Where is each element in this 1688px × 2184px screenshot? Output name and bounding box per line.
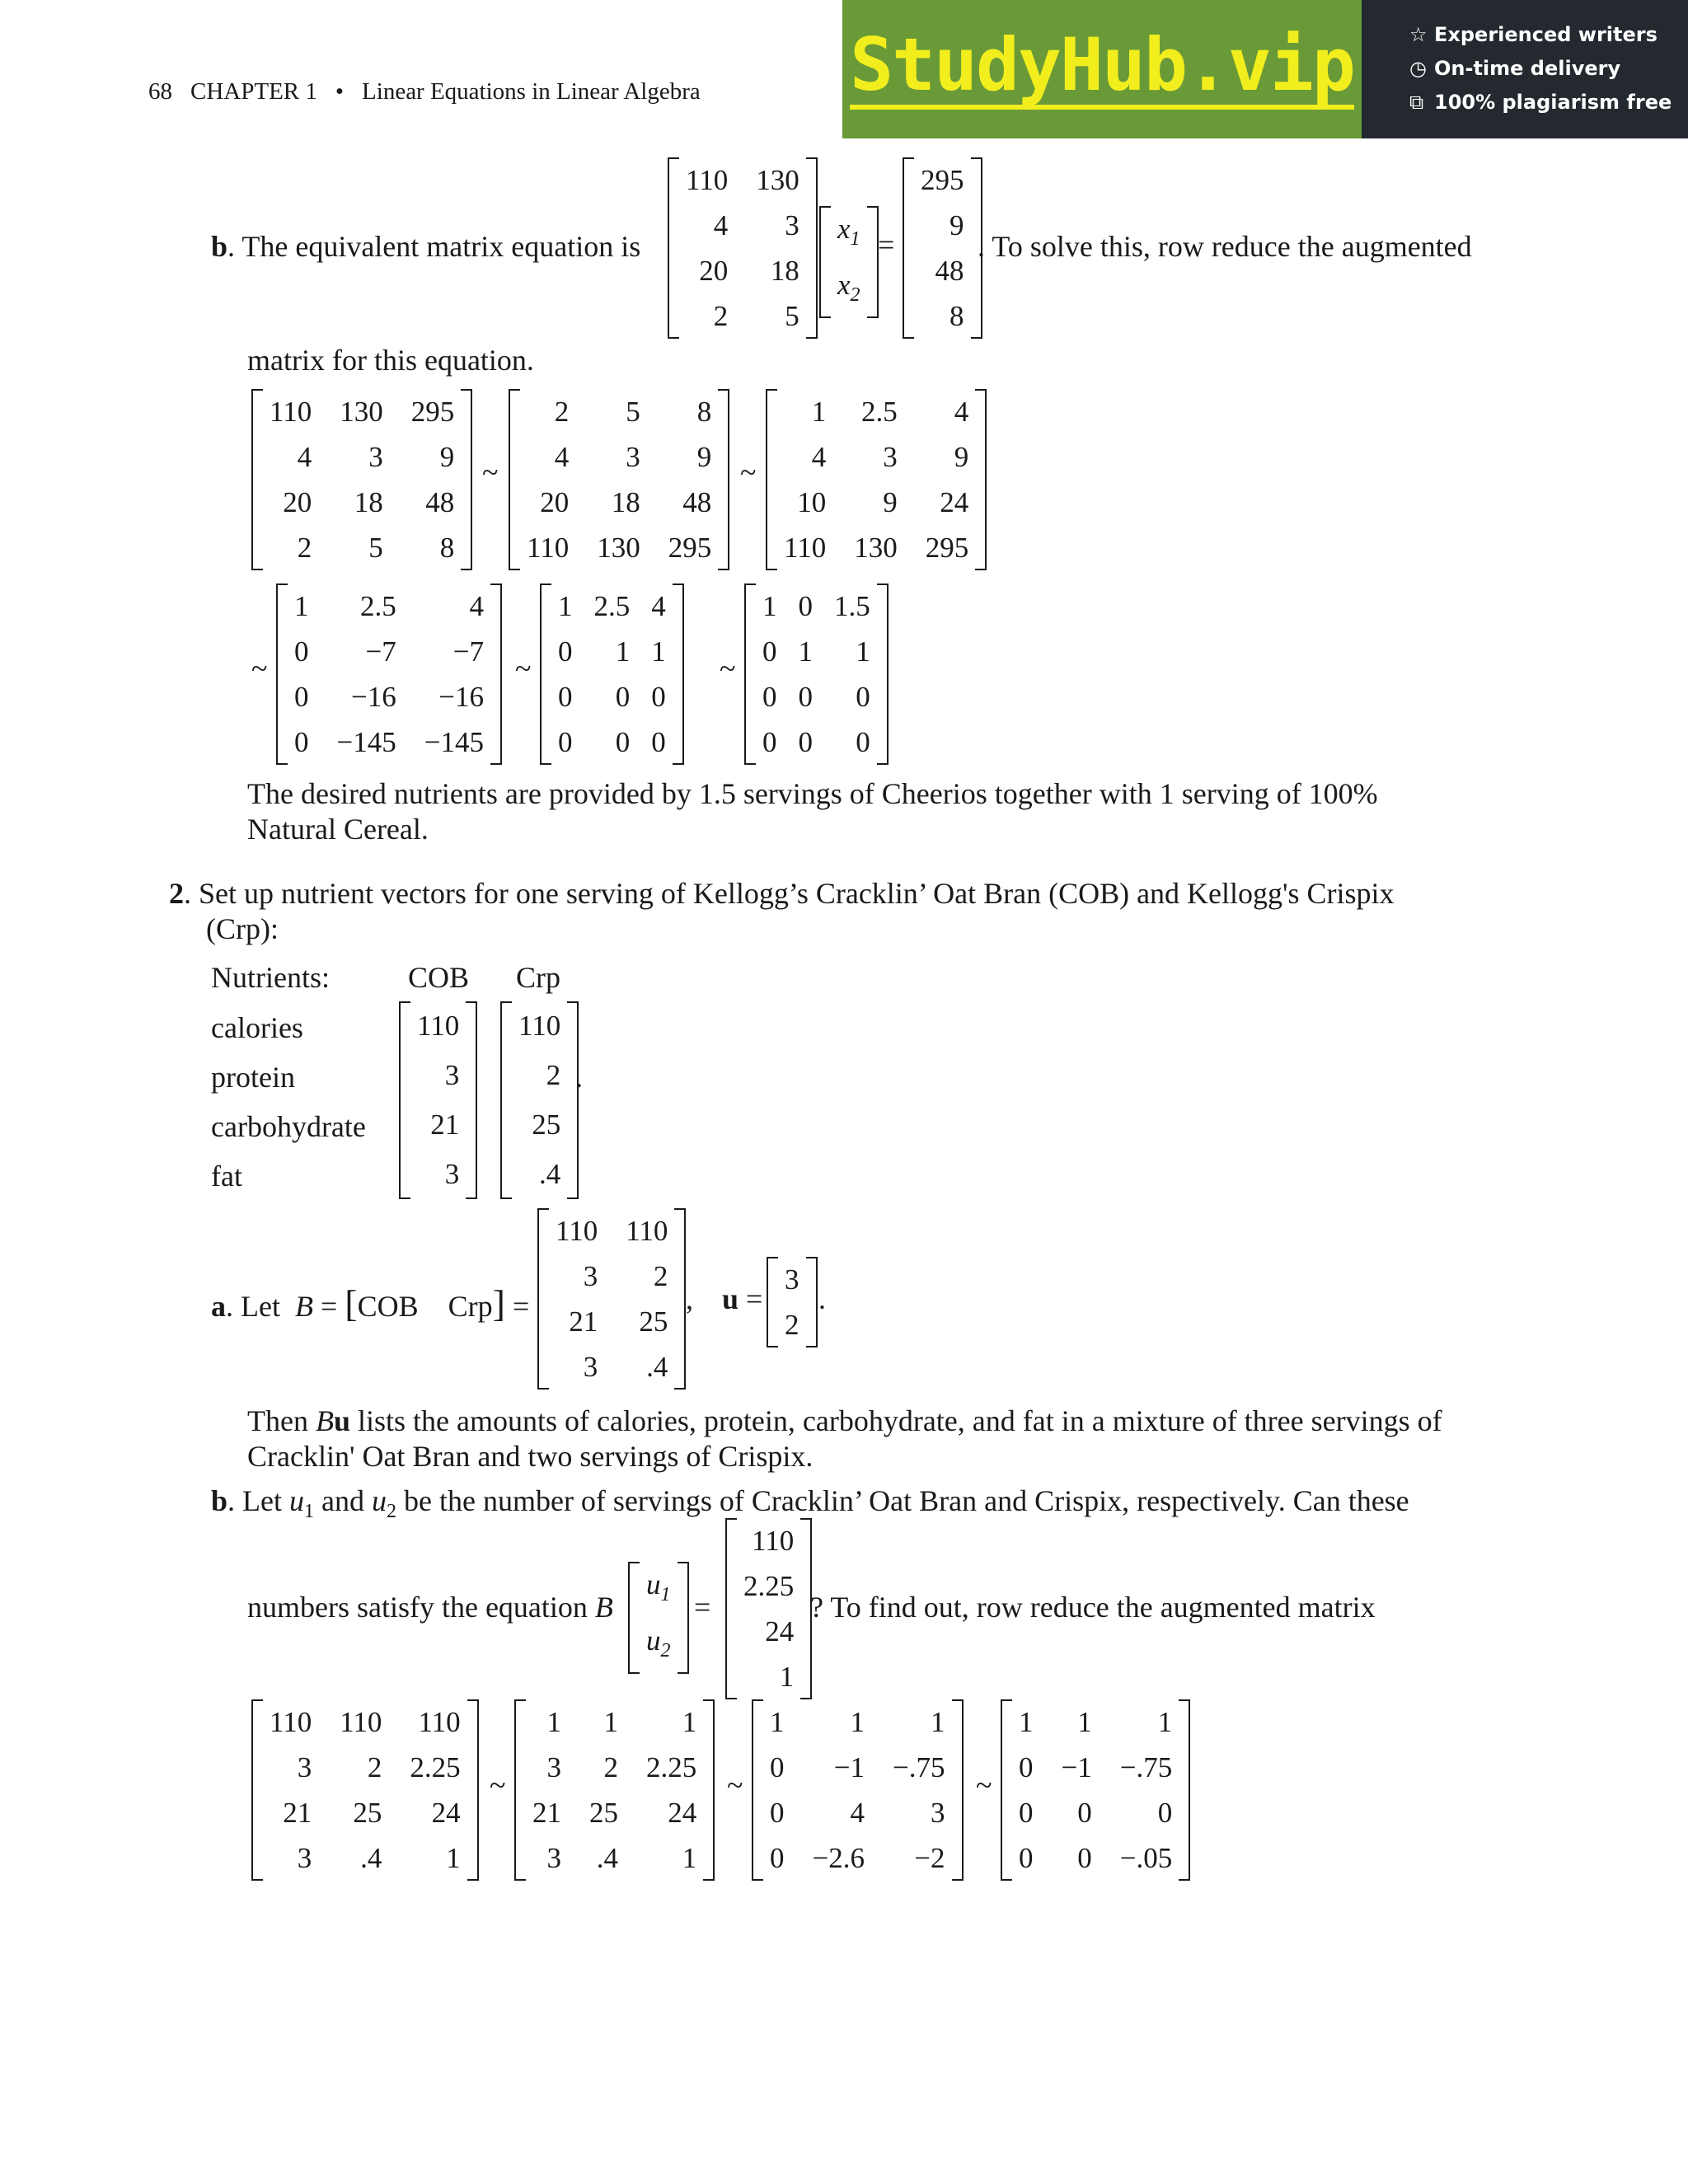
matrix-entry: 0 bbox=[615, 726, 631, 758]
matrix-row bbox=[779, 525, 973, 570]
matrix-entry: 5 bbox=[368, 532, 383, 564]
matrix-entry: 3 bbox=[883, 441, 898, 473]
matrix-entry: 1 bbox=[811, 396, 827, 428]
u-equals: u = bbox=[722, 1282, 763, 1315]
matrix-entry: 4 bbox=[651, 590, 666, 622]
matrix-entry: 21 bbox=[532, 1797, 561, 1829]
matrix-row bbox=[522, 434, 716, 480]
matrix-entry: 2 bbox=[554, 396, 570, 428]
matrix-2b-2 bbox=[514, 1699, 715, 1881]
matrix-entry: 110 bbox=[270, 396, 312, 428]
part-2a-then-line-2: Cracklin' Oat Bran and two servings of Crispix. bbox=[247, 1440, 814, 1473]
matrix-entry: 130 bbox=[854, 532, 898, 564]
matrix-entry: 0 bbox=[798, 681, 813, 713]
vector-entry: .4 bbox=[538, 1158, 561, 1190]
matrix-entry: 20 bbox=[283, 486, 312, 518]
matrix-entry: 48 bbox=[425, 486, 455, 518]
vector-entry: 3 bbox=[444, 1059, 460, 1091]
matrix-entry: 130 bbox=[340, 396, 383, 428]
vector-u1-u2: $u_1$ $u_2$ bbox=[628, 1562, 689, 1674]
nutrients-header: Nutrients: bbox=[211, 961, 330, 994]
matrix-entry: 1 bbox=[770, 1706, 785, 1738]
part-1b-intro: b. The equivalent matrix equation is bbox=[211, 230, 641, 263]
matrix-entry: 1 bbox=[446, 1842, 461, 1874]
matrix-entry: 1 bbox=[682, 1842, 697, 1874]
matrix-entry: 1 bbox=[856, 635, 870, 668]
matrix-entry: 2.5 bbox=[860, 396, 898, 428]
vector-crp bbox=[500, 1001, 579, 1199]
matrix-row bbox=[265, 525, 459, 570]
vector-entry: 21 bbox=[430, 1108, 460, 1141]
matrix-entry: −1 bbox=[1061, 1751, 1092, 1783]
problem-2-text-line-2: (Crp): bbox=[206, 912, 279, 945]
matrix-entry: 1 bbox=[931, 1706, 945, 1738]
matrix-row bbox=[265, 1835, 466, 1881]
matrix-entry: 18 bbox=[354, 486, 383, 518]
tilde: ~ bbox=[482, 456, 499, 489]
matrix-entry: 0 bbox=[1077, 1842, 1092, 1874]
equals-sign: = bbox=[878, 228, 895, 261]
matrix-entry: −7 bbox=[365, 635, 396, 668]
matrix-2b-1 bbox=[251, 1699, 479, 1881]
matrix-entry: 110 bbox=[686, 164, 729, 196]
matrix-row bbox=[553, 583, 671, 629]
matrix-row bbox=[757, 719, 875, 765]
part-1b-after: . To solve this, row reduce the augmented bbox=[978, 230, 1472, 263]
matrix-row bbox=[757, 629, 875, 674]
matrix-row bbox=[1014, 1835, 1177, 1881]
nutrient-calories: calories bbox=[211, 1011, 303, 1044]
tilde: ~ bbox=[976, 1769, 992, 1802]
matrix-entry: 8 bbox=[696, 396, 712, 428]
vector-entry: 3 bbox=[785, 1263, 799, 1296]
matrix-entry: 18 bbox=[770, 255, 799, 287]
matrix-entry: 0 bbox=[1157, 1797, 1173, 1829]
studyhub-logo: StudyHub.vip bbox=[850, 29, 1354, 110]
matrix-row bbox=[765, 1699, 950, 1745]
matrix-entry: 1 bbox=[798, 635, 813, 668]
matrix-entry: 25 bbox=[639, 1305, 668, 1338]
matrix-entry: 3 bbox=[583, 1351, 598, 1383]
matrix-r1-2 bbox=[509, 389, 729, 570]
vector-entry: 2 bbox=[546, 1059, 561, 1091]
matrix-entry: 0 bbox=[856, 726, 870, 758]
matrix-B-symbol: B bbox=[294, 1290, 313, 1323]
matrix-row bbox=[289, 583, 489, 629]
matrix-entry: 3 bbox=[368, 441, 383, 473]
conclusion-line-1: The desired nutrients are provided by 1.5 servings of Cheerios together with 1 serving of 100% bbox=[247, 777, 1378, 810]
vector-entry: 8 bbox=[950, 300, 964, 332]
vector-entry: 9 bbox=[950, 209, 964, 241]
matrix-row bbox=[681, 157, 804, 203]
matrix-entry: 0 bbox=[770, 1842, 785, 1874]
matrix-entry: −2 bbox=[914, 1842, 945, 1874]
matrix-entry: 3 bbox=[546, 1751, 561, 1783]
vector-entry: 3 bbox=[444, 1158, 460, 1190]
matrix-entry: −145 bbox=[336, 726, 396, 758]
matrix-row bbox=[528, 1835, 701, 1881]
matrix-entry: 130 bbox=[597, 532, 640, 564]
tilde: ~ bbox=[515, 652, 532, 685]
vector-entry: 24 bbox=[765, 1615, 795, 1647]
matrix-row bbox=[528, 1699, 701, 1745]
matrix-r2-2 bbox=[540, 583, 684, 765]
matrix-coefficients-1b bbox=[668, 157, 818, 339]
matrix-entry: 0 bbox=[294, 726, 309, 758]
nutrient-protein: protein bbox=[211, 1061, 295, 1094]
matrix-entry: 9 bbox=[954, 441, 969, 473]
nutrient-fat: fat bbox=[211, 1160, 242, 1193]
chapter-label: CHAPTER 1 bbox=[190, 78, 317, 105]
matrix-entry: −2.6 bbox=[812, 1842, 865, 1874]
matrix-entry: 9 bbox=[883, 486, 898, 518]
crp-header: Crp bbox=[516, 961, 560, 994]
matrix-row bbox=[265, 434, 459, 480]
matrix-entry: 1 bbox=[546, 1706, 561, 1738]
matrix-entry: −.05 bbox=[1119, 1842, 1173, 1874]
matrix-entry: 4 bbox=[554, 441, 570, 473]
matrix-entry: 0 bbox=[770, 1797, 785, 1829]
matrix-row bbox=[265, 389, 459, 434]
tilde: ~ bbox=[251, 652, 268, 685]
header-bullet: • bbox=[335, 78, 345, 105]
matrix-entry: 0 bbox=[798, 590, 813, 622]
matrix-entry: −1 bbox=[833, 1751, 865, 1783]
matrix-entry: 110 bbox=[418, 1706, 461, 1738]
vector-u bbox=[767, 1257, 818, 1347]
matrix-row bbox=[551, 1344, 673, 1390]
matrix-entry: 4 bbox=[713, 209, 729, 241]
matrix-entry: 24 bbox=[940, 486, 969, 518]
vector-rhs-1b bbox=[903, 157, 982, 339]
matrix-row bbox=[765, 1790, 950, 1835]
part-2a-let: a. Let B = [COB Crp] = bbox=[211, 1282, 530, 1324]
matrix-entry: 18 bbox=[611, 486, 640, 518]
matrix-entry: 0 bbox=[615, 681, 631, 713]
part-2b-line-2: numbers satisfy the equation B bbox=[247, 1591, 613, 1624]
equals-sign: = bbox=[694, 1591, 711, 1624]
problem-number: 2 bbox=[169, 877, 184, 910]
matrix-row bbox=[289, 629, 489, 674]
matrix-entry: 25 bbox=[353, 1797, 382, 1829]
matrix-row bbox=[522, 525, 716, 570]
matrix-entry: 4 bbox=[850, 1797, 865, 1829]
matrix-row bbox=[289, 719, 489, 765]
matrix-entry: 0 bbox=[1019, 1842, 1034, 1874]
cob-header: COB bbox=[408, 961, 470, 994]
matrix-entry: 21 bbox=[283, 1797, 312, 1829]
matrix-entry: 9 bbox=[439, 441, 455, 473]
matrix-row bbox=[265, 1699, 466, 1745]
matrix-row bbox=[551, 1254, 673, 1299]
matrix-entry: 110 bbox=[626, 1215, 668, 1247]
matrix-entry: 295 bbox=[410, 396, 455, 428]
matrix-entry: 1 bbox=[603, 1706, 618, 1738]
matrix-entry: 2 bbox=[653, 1260, 668, 1292]
matrix-row bbox=[1014, 1745, 1177, 1790]
matrix-entry: 4 bbox=[811, 441, 827, 473]
matrix-entry: 3 bbox=[626, 441, 640, 473]
matrix-entry: 3 bbox=[785, 209, 799, 241]
clock-icon: ◷ bbox=[1409, 57, 1427, 80]
matrix-row bbox=[1014, 1699, 1177, 1745]
studyhub-banner-features[interactable] bbox=[1362, 0, 1688, 138]
matrix-entry: 0 bbox=[558, 681, 573, 713]
matrix-row bbox=[779, 389, 973, 434]
var-x2: $x_2$ bbox=[837, 269, 860, 306]
matrix-row bbox=[553, 629, 671, 674]
matrix-entry: 1 bbox=[651, 635, 666, 668]
nutrient-carbohydrate: carbohydrate bbox=[211, 1110, 366, 1143]
matrix-2b-4 bbox=[1001, 1699, 1190, 1881]
matrix-entry: 0 bbox=[294, 681, 309, 713]
matrix-entry: −16 bbox=[351, 681, 396, 713]
matrix-entry: 5 bbox=[626, 396, 640, 428]
matrix-entry: 0 bbox=[762, 726, 777, 758]
matrix-entry: 1 bbox=[762, 590, 777, 622]
studyhub-banner-logo[interactable] bbox=[842, 0, 1362, 138]
matrix-r1-3 bbox=[766, 389, 987, 570]
vector-entry: 25 bbox=[532, 1108, 561, 1141]
matrix-entry: 2.5 bbox=[593, 590, 631, 622]
matrix-row bbox=[522, 389, 716, 434]
matrix-entry: 0 bbox=[762, 635, 777, 668]
feature-on-time-delivery: ◷ On-time delivery bbox=[1409, 57, 1621, 80]
matrix-entry: 48 bbox=[682, 486, 712, 518]
copy-icon: ⧉ bbox=[1409, 91, 1424, 114]
matrix-entry: 2 bbox=[297, 532, 312, 564]
matrix-row bbox=[681, 248, 804, 293]
vector-entry: 295 bbox=[921, 164, 964, 196]
matrix-entry: .4 bbox=[596, 1842, 618, 1874]
bracket-content: COB Crp bbox=[357, 1290, 493, 1323]
matrix-entry: 110 bbox=[556, 1215, 598, 1247]
matrix-entry: 8 bbox=[439, 532, 455, 564]
matrix-entry: 0 bbox=[770, 1751, 785, 1783]
matrix-entry: 110 bbox=[784, 532, 827, 564]
matrix-entry: 295 bbox=[668, 532, 712, 564]
matrix-entry: 0 bbox=[1019, 1797, 1034, 1829]
matrix-entry: 3 bbox=[297, 1751, 312, 1783]
matrix-entry: 1 bbox=[1019, 1706, 1034, 1738]
matrix-entry: 24 bbox=[668, 1797, 697, 1829]
matrix-2b-3 bbox=[752, 1699, 964, 1881]
matrix-entry: 2 bbox=[713, 300, 729, 332]
part-1b-continuation: matrix for this equation. bbox=[247, 344, 534, 377]
feature-plagiarism-free: ⧉ 100% plagiarism free bbox=[1409, 91, 1672, 114]
matrix-entry: 4 bbox=[954, 396, 969, 428]
matrix-row bbox=[551, 1208, 673, 1254]
matrix-row bbox=[528, 1745, 701, 1790]
matrix-entry: 1 bbox=[850, 1706, 865, 1738]
tilde: ~ bbox=[490, 1769, 506, 1802]
vector-entry: 2 bbox=[785, 1309, 799, 1341]
matrix-entry: 0 bbox=[558, 635, 573, 668]
vector-cob bbox=[399, 1001, 477, 1199]
tilde: ~ bbox=[740, 456, 757, 489]
matrix-entry: −145 bbox=[424, 726, 484, 758]
matrix-entry: 1 bbox=[682, 1706, 697, 1738]
matrix-entry: −.75 bbox=[893, 1751, 945, 1783]
matrix-entry: −7 bbox=[452, 635, 484, 668]
period: . bbox=[575, 1061, 583, 1094]
matrix-row bbox=[528, 1790, 701, 1835]
vector-entry: 1 bbox=[779, 1661, 795, 1693]
matrix-entry: 9 bbox=[696, 441, 712, 473]
vector-entry: 110 bbox=[752, 1525, 795, 1557]
matrix-entry: 1 bbox=[1157, 1706, 1173, 1738]
matrix-row bbox=[289, 674, 489, 719]
matrix-r1-1 bbox=[251, 389, 472, 570]
matrix-row bbox=[779, 434, 973, 480]
matrix-entry: 0 bbox=[1077, 1797, 1092, 1829]
comma: , bbox=[686, 1282, 693, 1315]
matrix-row bbox=[681, 293, 804, 339]
matrix-entry: 20 bbox=[540, 486, 570, 518]
matrix-entry: 0 bbox=[294, 635, 309, 668]
matrix-entry: 110 bbox=[527, 532, 570, 564]
matrix-entry: 5 bbox=[785, 300, 799, 332]
vector-rhs-2b bbox=[725, 1518, 812, 1699]
matrix-row bbox=[265, 1745, 466, 1790]
conclusion-line-2: Natural Cereal. bbox=[247, 813, 429, 846]
vector-u-symbol: u bbox=[722, 1282, 739, 1315]
matrix-entry: 2.25 bbox=[646, 1751, 697, 1783]
matrix-entry: 10 bbox=[797, 486, 827, 518]
feature-experienced-writers: ☆ Experienced writers bbox=[1409, 23, 1658, 46]
matrix-entry: 2.5 bbox=[360, 590, 396, 622]
var-x1: $x_1$ bbox=[837, 213, 860, 250]
page-number: 68 bbox=[148, 78, 172, 105]
matrix-entry: 1 bbox=[615, 635, 631, 668]
matrix-entry: 3 bbox=[297, 1842, 312, 1874]
matrix-entry: .4 bbox=[646, 1351, 668, 1383]
matrix-entry: 130 bbox=[756, 164, 799, 196]
matrix-entry: 1 bbox=[294, 590, 309, 622]
matrix-B bbox=[537, 1208, 686, 1390]
matrix-row bbox=[681, 203, 804, 248]
problem-2-text: 2. Set up nutrient vectors for one serving of Kellogg’s Cracklin’ Oat Bran (COB) and Kellogg's Crispix bbox=[169, 877, 1395, 910]
matrix-row bbox=[553, 674, 671, 719]
matrix-entry: 0 bbox=[1019, 1751, 1034, 1783]
running-header bbox=[148, 78, 701, 105]
matrix-entry: 24 bbox=[431, 1797, 461, 1829]
matrix-entry: 1 bbox=[1077, 1706, 1092, 1738]
matrix-entry: 2 bbox=[367, 1751, 382, 1783]
tilde: ~ bbox=[727, 1769, 743, 1802]
matrix-row bbox=[265, 480, 459, 525]
period: . bbox=[818, 1282, 826, 1315]
matrix-row bbox=[522, 480, 716, 525]
matrix-entry: 295 bbox=[925, 532, 969, 564]
matrix-entry: 0 bbox=[798, 726, 813, 758]
matrix-entry: 2.25 bbox=[410, 1751, 461, 1783]
matrix-entry: −.75 bbox=[1119, 1751, 1173, 1783]
matrix-entry: 0 bbox=[651, 681, 666, 713]
tilde: ~ bbox=[720, 652, 736, 685]
vector-x bbox=[819, 206, 879, 318]
matrix-entry: 25 bbox=[589, 1797, 618, 1829]
matrix-row bbox=[779, 480, 973, 525]
matrix-entry: 1.5 bbox=[834, 590, 870, 622]
vector-entry: 110 bbox=[417, 1010, 460, 1042]
vector-entry: 2.25 bbox=[743, 1570, 795, 1602]
matrix-entry: 3 bbox=[931, 1797, 945, 1829]
matrix-entry: 0 bbox=[762, 681, 777, 713]
chapter-title: Linear Equations in Linear Algebra bbox=[362, 78, 701, 105]
matrix-entry: 4 bbox=[469, 590, 484, 622]
matrix-entry: 3 bbox=[583, 1260, 598, 1292]
matrix-entry: 2 bbox=[603, 1751, 618, 1783]
matrix-row bbox=[265, 1790, 466, 1835]
matrix-entry: −16 bbox=[438, 681, 484, 713]
matrix-entry: 1 bbox=[558, 590, 573, 622]
matrix-row bbox=[551, 1299, 673, 1344]
part-label: b bbox=[211, 230, 228, 263]
matrix-entry: 110 bbox=[340, 1706, 382, 1738]
matrix-row bbox=[757, 583, 875, 629]
matrix-r2-1 bbox=[276, 583, 502, 765]
matrix-entry: 0 bbox=[651, 726, 666, 758]
vector-entry: 48 bbox=[935, 255, 964, 287]
matrix-entry: 4 bbox=[297, 441, 312, 473]
part-2b-line-1: b. Let $u_1$ and $u_2$ be the number of servings of Cracklin’ Oat Bran and Crispix, respectively. Can these bbox=[211, 1484, 1409, 1523]
matrix-entry: 0 bbox=[558, 726, 573, 758]
part-2b-line-2-post: ? To find out, row reduce the augmented matrix bbox=[810, 1591, 1376, 1624]
matrix-entry: 110 bbox=[270, 1706, 312, 1738]
matrix-entry: 20 bbox=[699, 255, 729, 287]
star-outline-icon: ☆ bbox=[1409, 23, 1428, 46]
matrix-row bbox=[1014, 1790, 1177, 1835]
matrix-row bbox=[757, 674, 875, 719]
part-2a-then-line-1: Then Bu lists the amounts of calories, protein, carbohydrate, and fat in a mixture of three servings of bbox=[247, 1404, 1442, 1437]
matrix-r2-3 bbox=[744, 583, 889, 765]
matrix-row bbox=[765, 1745, 950, 1790]
matrix-row bbox=[553, 719, 671, 765]
matrix-entry: 21 bbox=[569, 1305, 598, 1338]
matrix-entry: 0 bbox=[856, 681, 870, 713]
matrix-entry: .4 bbox=[360, 1842, 382, 1874]
matrix-entry: 3 bbox=[546, 1842, 561, 1874]
matrix-row bbox=[765, 1835, 950, 1881]
vector-entry: 110 bbox=[518, 1010, 561, 1042]
